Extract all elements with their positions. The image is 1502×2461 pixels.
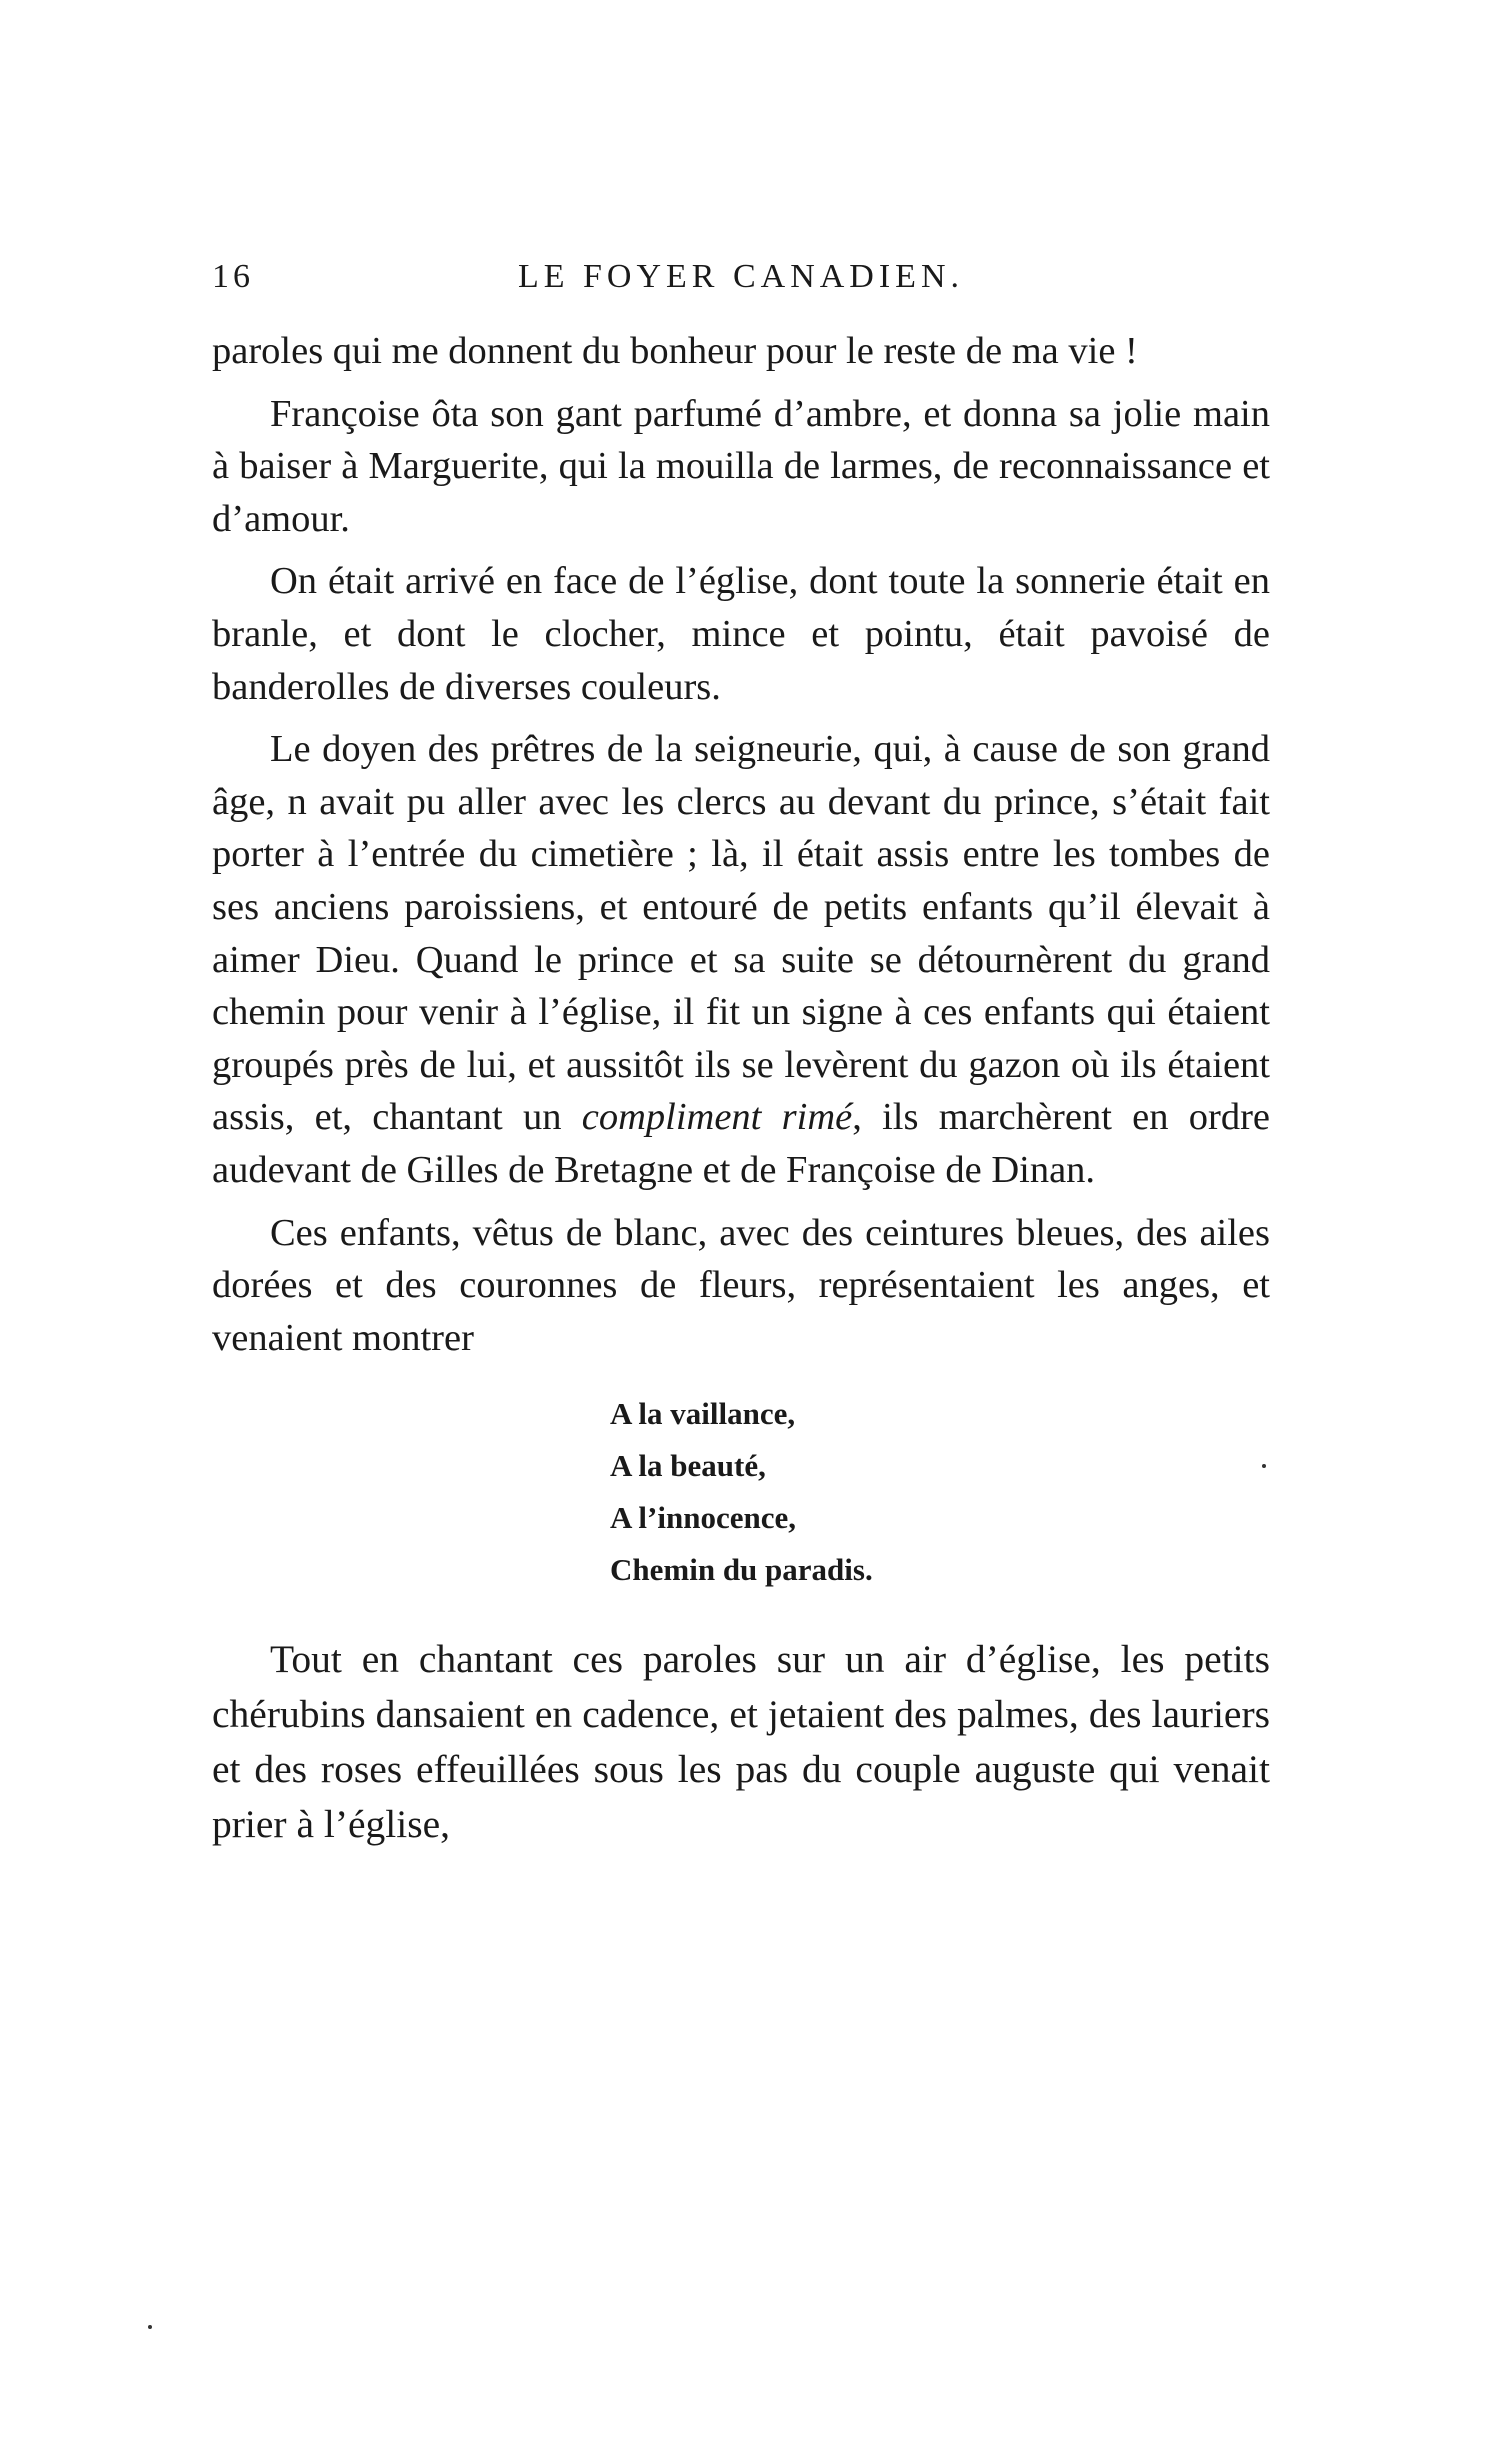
paragraph-3: On était arrivé en face de l’église, dont toute la sonnerie était en branle, et dont le clocher, mince et pointu, était pavoisé de banderolles de diverses couleurs. xyxy=(212,560,1270,708)
body-text xyxy=(212,325,1270,1862)
verse-line-4: Chemin du paradis. xyxy=(610,1552,873,1588)
verse-line-1: A la vaillance, xyxy=(610,1396,796,1432)
ink-speck xyxy=(1262,1464,1266,1468)
final-paragraph: Tout en chantant ces paroles sur un air d’église, les petits chérubins dansaient en cadence, et jetaient des palmes, des lauriers et des roses effeuillées sous les pas du couple auguste qui venait prier à l’église, xyxy=(212,1637,1270,1847)
paragraph-5: Ces enfants, vêtus de blanc, avec des ceintures bleues, des ailes dorées et des couronnes de fleurs, représentaient les anges, et venaient montrer xyxy=(212,1211,1270,1359)
paragraph-4 xyxy=(212,723,1270,1196)
paragraph-1: paroles qui me donnent du bonheur pour le reste de ma vie ! xyxy=(212,330,1138,372)
verse-line-3: A l’innocence, xyxy=(610,1500,796,1536)
italic-phrase: compliment rimé xyxy=(581,1096,853,1139)
running-head xyxy=(212,252,1270,302)
ink-speck xyxy=(148,2325,152,2329)
verse-block xyxy=(610,1388,1270,1596)
paragraph-4-end: , ils marchèrent en ordre audevant de Gilles de Bretagne et de Françoise de Dinan. xyxy=(212,1096,1270,1191)
running-title: LE FOYER CANADIEN. xyxy=(517,258,965,295)
page-number: 16 xyxy=(212,258,254,295)
paragraph-2: Françoise ôta son gant parfumé d’ambre, et donna sa jolie main à baiser à Marguerite, qui la mouilla de larmes, de reconnaissance et d’amour. xyxy=(212,392,1270,540)
verse-line-2: A la beauté, xyxy=(610,1448,766,1484)
paragraph-4-text: Le doyen des prêtres de la seigneurie, qui, à cause de son grand âge, n avait pu aller avec les clercs au devant du prince, s’était fait porter à l’entrée du cimetière ; là, il était assis entre les tombes de ses anciens paroissiens, et entouré de petits enfants qu’il élevait à aimer Dieu. Quand le prince et sa suite se détournèrent du grand chemin pour venir à l’église, il fit un signe à ces enfants qui étaient groupés près de lui, et aussitôt ils se levèrent du gazon où ils étaient assis, et, chantant un xyxy=(212,728,1270,1139)
